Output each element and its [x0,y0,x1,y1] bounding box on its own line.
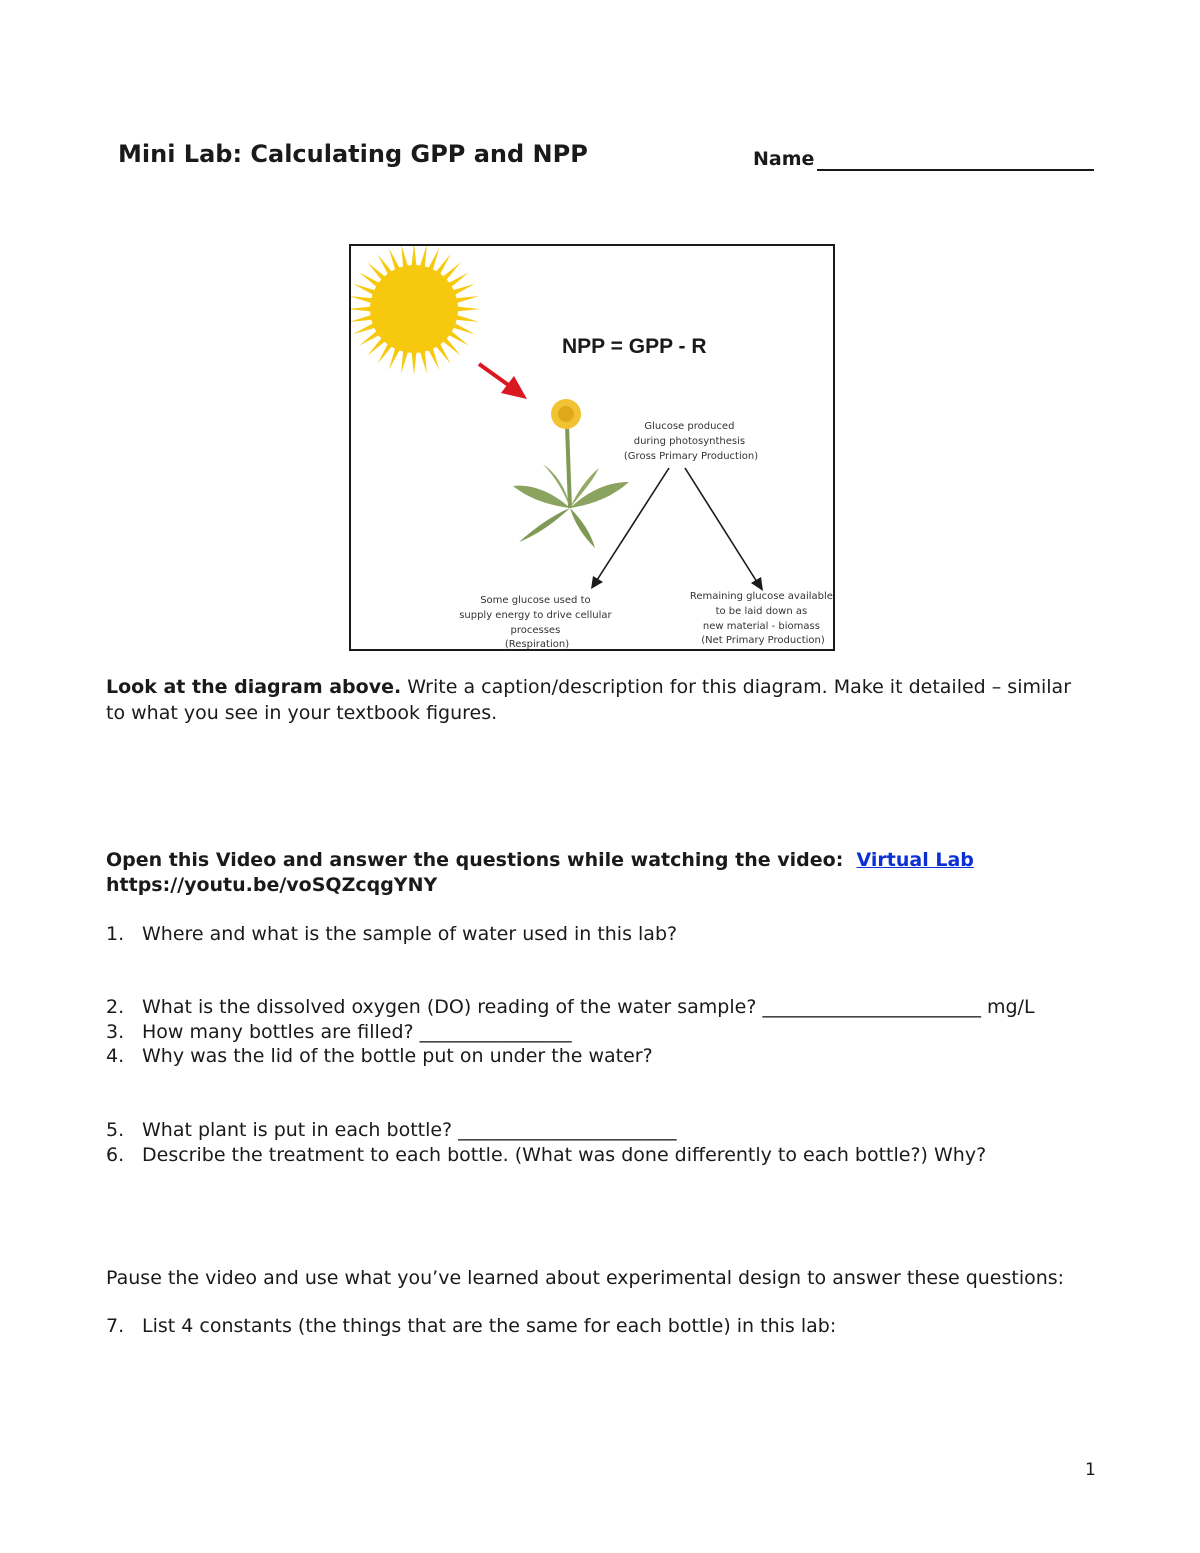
question-2: 2. What is the dissolved oxygen (DO) reading of the water sample? _______________________ mg/L [106,996,1035,1018]
caption-prompt-line1 [106,674,1071,700]
caption-prompt-lead: Look at the diagram above. [106,676,402,698]
sunlight-arrow-icon [479,364,527,399]
npp-label: Remaining glucose available to be laid down as new material - biomass (Net Primary Production) [689,591,833,646]
question-3: 3. How many bottles are filled? ________________ [106,1021,572,1043]
caption-prompt-rest: Write a caption/description for this diagram. Make it detailed – similar [401,676,1071,698]
name-input-line[interactable] [817,169,1094,171]
video-intro-text: Open this Video and answer the questions while watching the video: [106,849,844,871]
question-4: 4. Why was the lid of the bottle put on under the water? [106,1045,653,1067]
question-1: 1. Where and what is the sample of water used in this lab? [106,923,678,945]
question-6: 6. Describe the treatment to each bottle. (What was done differently to each bottle?) Why? [106,1144,987,1166]
video-instruction [106,847,974,873]
equation-text: NPP = GPP - R [562,335,707,358]
caption-prompt-line2: to what you see in your textbook figures. [106,702,498,724]
sun-icon [351,246,480,375]
gpp-label: Glucose produced during photosynthesis (Gross Primary Production) [623,421,759,462]
page-title: Mini Lab: Calculating GPP and NPP [118,140,588,168]
respiration-label: Some glucose used to supply energy to drive cellular processes (Respiration) [459,595,612,650]
question-5: 5. What plant is put in each bottle? _______________________ [106,1119,677,1141]
question-7: 7. List 4 constants (the things that are the same for each bottle) in this lab: [106,1315,837,1337]
dandelion-icon [513,399,629,548]
video-url[interactable]: https://youtu.be/voSQZcqgYNY [106,874,438,896]
diagram-svg [351,246,835,651]
virtual-lab-link[interactable]: Virtual Lab [856,849,974,871]
pause-instruction: Pause the video and use what you’ve learned about experimental design to answer these questions: [106,1267,1065,1289]
npp-gpp-diagram [349,244,835,651]
page-number: 1 [1085,1460,1096,1480]
name-label: Name [753,148,815,170]
